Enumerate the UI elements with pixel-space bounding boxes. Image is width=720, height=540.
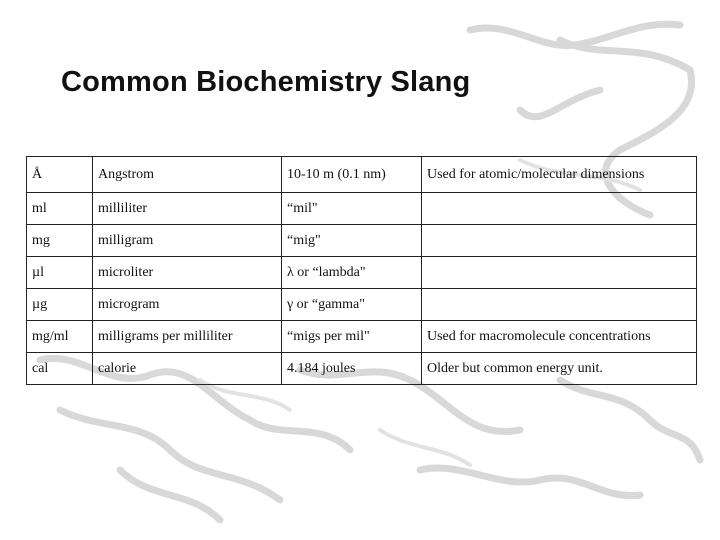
table-row <box>27 257 697 289</box>
term-cell: milliliter <box>93 193 282 225</box>
table-row <box>27 353 697 385</box>
usage-cell <box>422 289 697 321</box>
term-cell: microgram <box>93 289 282 321</box>
usage-cell <box>422 225 697 257</box>
slang-table <box>26 156 697 385</box>
usage-cell: Older but common energy unit. <box>422 353 697 385</box>
table-row <box>27 289 697 321</box>
usage-cell: Used for atomic/molecular dimensions <box>422 157 697 193</box>
table-row <box>27 157 697 193</box>
usage-cell <box>422 193 697 225</box>
abbreviation-cell: mg <box>27 225 93 257</box>
slang-cell: “mig" <box>282 225 422 257</box>
term-cell: milligrams per milliliter <box>93 321 282 353</box>
abbreviation-cell: ml <box>27 193 93 225</box>
abbreviation-cell: µg <box>27 289 93 321</box>
page-title: Common Biochemistry Slang <box>61 66 471 98</box>
abbreviation-cell: mg/ml <box>27 321 93 353</box>
abbreviation-cell: cal <box>27 353 93 385</box>
table-row <box>27 321 697 353</box>
slang-cell: “mil" <box>282 193 422 225</box>
table-row <box>27 225 697 257</box>
usage-cell <box>422 257 697 289</box>
term-cell: milligram <box>93 225 282 257</box>
term-cell: microliter <box>93 257 282 289</box>
abbreviation-cell: Å <box>27 157 93 193</box>
slang-cell: 4.184 joules <box>282 353 422 385</box>
slang-cell: 10-10 m (0.1 nm) <box>282 157 422 193</box>
slang-cell: “migs per mil" <box>282 321 422 353</box>
table-row <box>27 193 697 225</box>
usage-cell: Used for macromolecule concentrations <box>422 321 697 353</box>
slang-cell: γ or “gamma" <box>282 289 422 321</box>
term-cell: calorie <box>93 353 282 385</box>
abbreviation-cell: µl <box>27 257 93 289</box>
term-cell: Angstrom <box>93 157 282 193</box>
slang-cell: λ or “lambda" <box>282 257 422 289</box>
